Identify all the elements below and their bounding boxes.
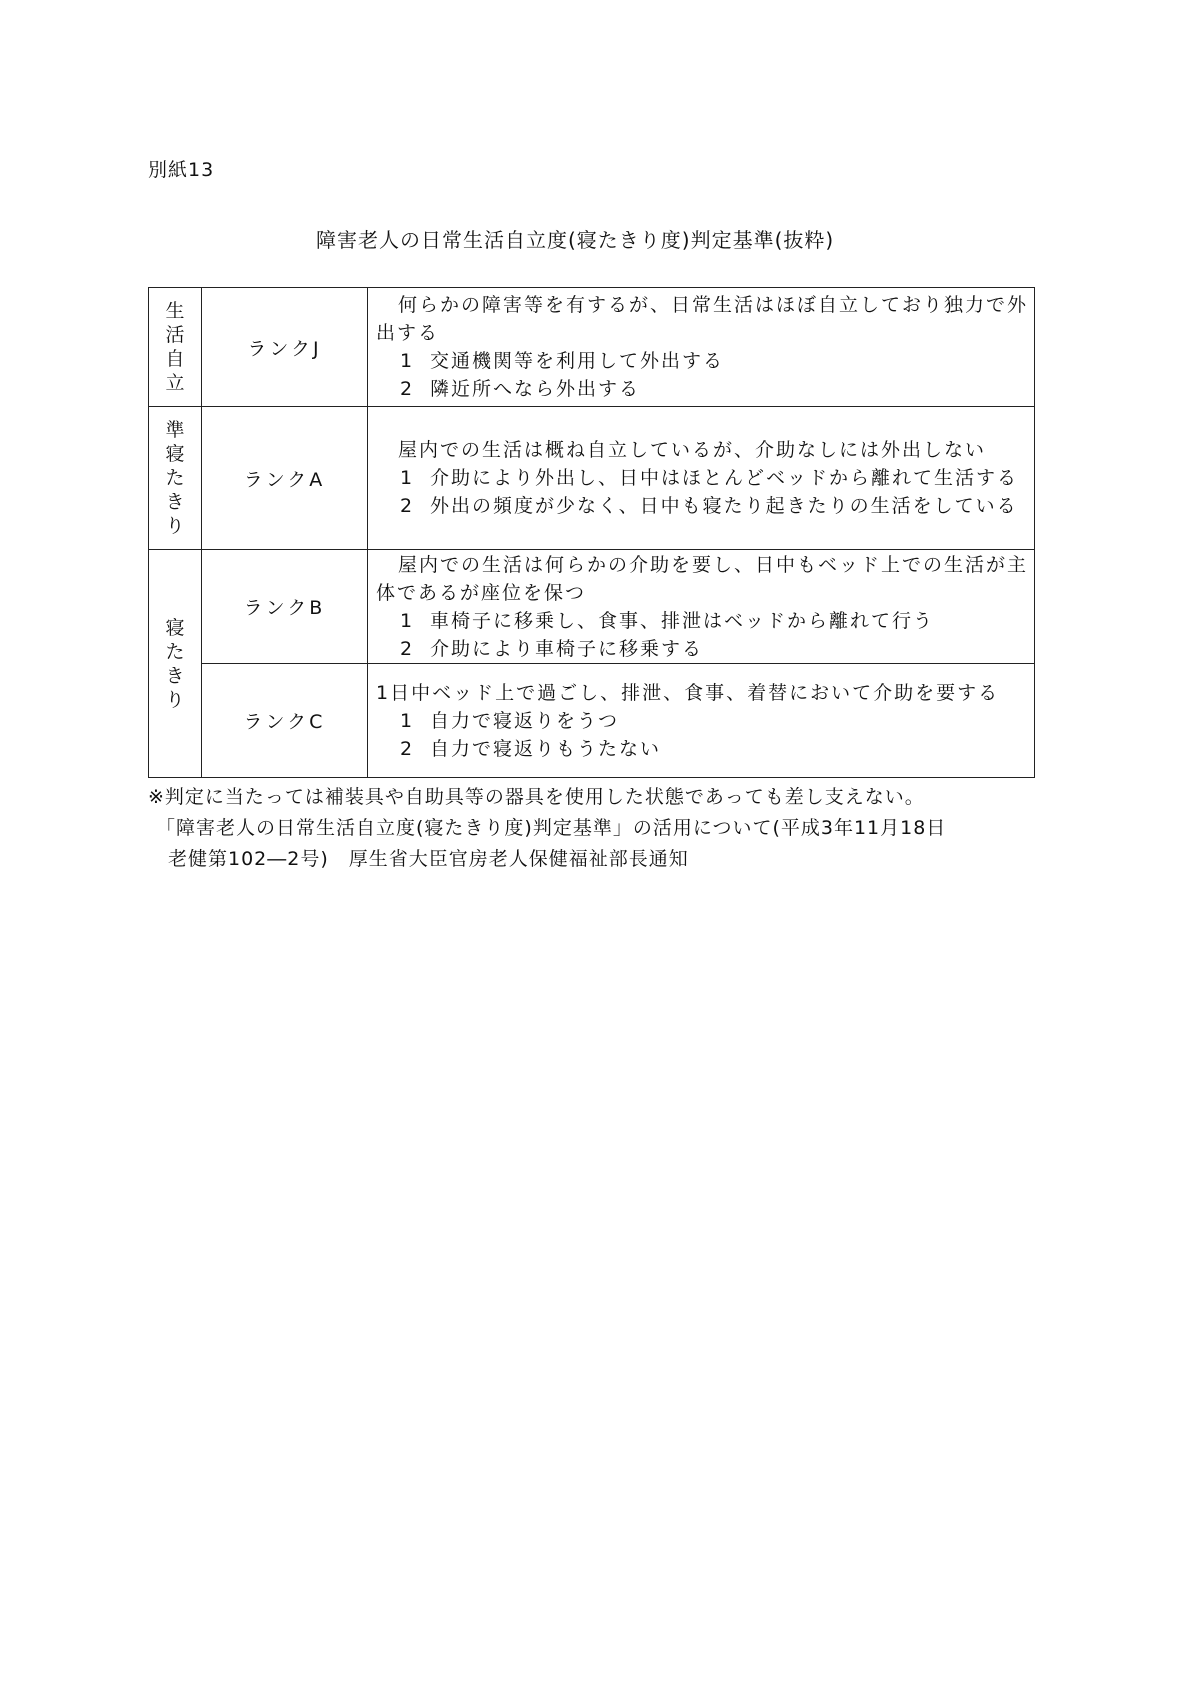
item-number: 2 — [400, 637, 415, 660]
table-row — [149, 550, 1035, 664]
category-cell-jun-netakiri — [149, 407, 202, 550]
item-number: 2 — [400, 378, 415, 400]
item-number: 1 — [400, 709, 415, 732]
category-label: 準寝たきり — [165, 419, 185, 537]
category-cell-netakiri — [149, 550, 202, 778]
rank-cell-b: ランクB — [202, 550, 368, 664]
item-text: 車椅子に移乗し、食事、排泄はベッドから離れて行う — [430, 609, 935, 632]
item-text: 自力で寝返りをうつ — [430, 709, 620, 732]
description-item — [376, 607, 1028, 635]
rank-cell-c: ランクC — [202, 664, 368, 778]
category-cell-seikatsu-jiritsu — [149, 288, 202, 407]
description-lead: 屋内での生活は何らかの介助を要し、日中もベッド上での生活が主体であるが座位を保つ — [376, 553, 1029, 604]
description-item — [376, 635, 1028, 663]
description-cell — [368, 407, 1035, 550]
rank-cell-a: ランクA — [202, 407, 368, 550]
document-title: 障害老人の日常生活自立度(寝たきり度)判定基準(抜粋) — [316, 228, 835, 252]
item-number: 2 — [400, 495, 415, 517]
footnotes — [148, 782, 1048, 875]
item-text: 外出の頻度が少なく、日中も寝たり起きたりの生活をしている — [430, 495, 1018, 517]
rank-cell-j: ランクJ — [202, 288, 368, 407]
description-item — [376, 707, 1028, 735]
item-number: 1 — [400, 609, 415, 632]
attachment-label: 別紙13 — [148, 159, 215, 181]
description-cell — [368, 664, 1035, 778]
description-cell — [368, 288, 1035, 407]
description-lead: 何らかの障害等を有するが、日常生活はほぼ自立しており独力で外出する — [376, 294, 1029, 344]
item-text: 隣近所へなら外出する — [430, 378, 641, 400]
category-label: 生活自立 — [165, 300, 185, 394]
footnote-line: ※判定に当たっては補装具や自助具等の器具を使用した状態であっても差し支えない。 — [148, 786, 925, 808]
category-label: 寝たきり — [165, 616, 185, 711]
description-item — [376, 492, 1028, 520]
description-item — [376, 464, 1028, 492]
table-row — [149, 664, 1035, 778]
item-number: 1 — [400, 350, 415, 372]
footnote-line: 老健第102―2号) 厚生省大臣官房老人保健福祉部長通知 — [168, 848, 689, 870]
description-lead: 1日中ベッド上で過ごし、排泄、食事、着替において介助を要する — [376, 681, 1000, 704]
item-number: 1 — [400, 467, 415, 489]
description-item — [376, 347, 1028, 375]
item-text: 介助により外出し、日中はほとんどベッドから離れて生活する — [430, 467, 1019, 489]
item-text: 自力で寝返りもうたない — [430, 737, 662, 760]
table-row — [149, 288, 1035, 407]
item-number: 2 — [400, 737, 415, 760]
description-lead: 屋内での生活は概ね自立しているが、介助なしには外出しない — [398, 439, 987, 461]
description-item — [376, 375, 1028, 403]
description-item — [376, 735, 1028, 763]
criteria-table — [148, 287, 1035, 778]
table-row — [149, 407, 1035, 550]
item-text: 介助により車椅子に移乗する — [430, 637, 704, 660]
item-text: 交通機関等を利用して外出する — [430, 350, 725, 372]
footnote-line: 「障害老人の日常生活自立度(寝たきり度)判定基準」の活用について(平成3年11月18日 — [156, 817, 947, 839]
description-cell — [368, 550, 1035, 664]
